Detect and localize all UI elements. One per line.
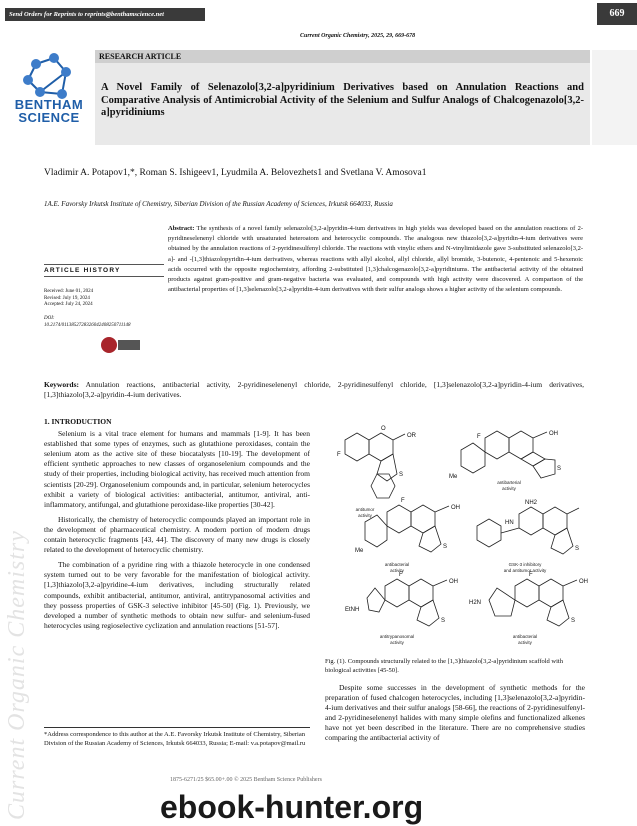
atom-label: F xyxy=(337,452,341,458)
atom-label: HN xyxy=(505,520,514,526)
atom-label: S xyxy=(557,466,562,472)
journal-citation: Current Organic Chemistry, 2025, 29, 669-678 xyxy=(300,33,416,39)
atom-label: S xyxy=(441,618,446,624)
section-heading: 1. INTRODUCTION xyxy=(44,417,112,426)
atom-label: OR xyxy=(407,433,416,439)
paragraph: Despite some successes in the development of synthetic methods for the preparation of fused chalcogen heterocycles, including [1,3]selenazolo[3,2-a]pyridin-4-ium derivatives and their sulfur analogs [58-66], the reactions of 2-pyridinesulfenyl- and 2-pyridineselenenyl halides with many simple olefins and functionalized alkenes have not yet been described in the literature. There are no comprehensive studies comparing the antibacterial activity of xyxy=(325,683,585,743)
atom-label: EtNH xyxy=(345,607,360,613)
journal-sidebar-text: Current Organic Chemistry xyxy=(4,530,30,820)
correspondence-footnote: *Address correspondence to this author at the A.E. Favorsky Irkutsk Institute of Chemistry, Siberian Division of the Russian Academy of Sciences, Irkutsk 664033, Russia; E-mail: v.a.potapov@mail.ru xyxy=(44,727,310,748)
doi-label: DOI: xyxy=(44,316,55,321)
figure-1 xyxy=(325,418,588,653)
figure-label: activity xyxy=(358,513,372,518)
paragraph: Selenium is a vital trace element for humans and mammals [1-9]. It has been established that some types of enzymes, such as glutathione peroxidases, contain the selenium atom as the active site of these biocatalysts [10-19]. The development of efficient synthetic approaches to new classes of organoselenium compounds and the study of their properties, including biological activity, has received much attention from scientists [20-29]. Organoselenium compounds and, in particular, selenium heterocycles exhibit a variety of biological activities: antibacterial, antitumor, antiviral, anti-inflammatory, antifungal, and glutathione peroxidase-like properties [30-42]. xyxy=(44,429,310,509)
atom-label: S xyxy=(575,546,580,552)
logo-text: BENTHAM SCIENCE xyxy=(14,97,84,125)
right-column xyxy=(325,683,585,744)
title-box xyxy=(95,63,590,145)
crossmark-icon[interactable] xyxy=(100,336,142,354)
figure-label: antibacterial xyxy=(384,562,410,567)
figure-label: antitrypanosomal xyxy=(379,634,415,639)
paragraph: The combination of a pyridine ring with a thiazole heterocycle in one condensed system turned out to be very favorable for the manifestation of biological activity. [1,3]thiazolo[3,2-a]pyridine-4-ium derivatives, including structurally related compounds, exhibit antibacterial, antitumor, antiviral, antitrypanosomal activities and they possess properties of GSK-3 selective inhibitor [45-50] (Fig. 1). Previously, we developed a number of synthetic methods to obtain new sulfur- and selenium-fused heterocycles using regioselective cyclization and annulation reactions [51-57]. xyxy=(44,560,310,630)
page-number: 669 xyxy=(597,3,637,25)
figure-caption: Fig. (1). Compounds structurally related to the [1,3]thiazolo[3,2-a]pyridinium scaffold with biological activities [45-50]. xyxy=(325,658,563,674)
abstract: Abstract: The synthesis of a novel family selenazolo[3,2-a]pyridin-4-ium derivatives in high yields was developed based on the annulation reactions of 2-pyridineselenenyl chloride with unsaturated heteroatom and heterocyclic compounds. The analogous new thiazolo[3,2-a]pyridin-4-ium derivatives were obtained by the annulation reactions of 2-pyridinesulfenyl chloride. The reactions with vinylic ethers and N-vinylimidazole gave 3-substituted selenazolo[3,2-a]- and -[1,3]thiazolopyridin-4-ium derivatives, whereas reactions with allyl alcohol, allyl chloride, allyl bromide, 3-butenoic, 4-pentenoic and 5-hexenoic acids occurred with the opposite regiochemistry, affording 2-substituted [1,3]chalcogenazolo[3,2-a]pyridiniums. The antibacterial activity of the obtained products against gram-positive and gram-negative bacteria was evaluated, and compounds with high activity were discovered. A comparison of the antibacterial properties of [1,3]selenazolo[3,2-a]pyridin-4-ium derivatives with their sulfur analogs shows a higher activity of the selenium compounds. xyxy=(168,225,583,294)
figure-label: antitumor xyxy=(355,507,375,512)
atom-label: Me xyxy=(355,548,364,554)
reprints-notice: Send Orders for Reprints to reprints@benthamscience.net xyxy=(5,8,205,21)
page-bottom xyxy=(0,775,637,825)
atom-label: H2N xyxy=(469,600,482,606)
atom-label: Me xyxy=(449,474,458,480)
atom-label: NH2 xyxy=(525,500,538,506)
side-box xyxy=(592,50,637,145)
figure-label: and antitumor activity xyxy=(503,568,547,573)
figure-label: antibarterial xyxy=(497,480,521,485)
article-history: Received: June 01, 2024 Revised: July 19, 2024 Accepted: July 24, 2024 xyxy=(44,289,94,307)
article-history-heading: ARTICLE HISTORY xyxy=(44,264,164,277)
article-type: RESEARCH ARTICLE xyxy=(95,50,590,63)
atom-label: F xyxy=(529,572,533,578)
figure-label: activity xyxy=(390,568,404,573)
atom-label: OH xyxy=(451,505,460,511)
atom-label: S xyxy=(399,472,404,478)
doi-link[interactable]: 10.2174/0113852728326042408250711148 xyxy=(44,323,131,328)
figure-label: GSK-3 inhibitory xyxy=(508,562,542,567)
watermark: ebook-hunter.org xyxy=(160,789,424,825)
atom-label: F xyxy=(401,498,405,504)
atom-label: F xyxy=(399,572,403,578)
keywords: Keywords: Annulation reactions, antibacterial activity, 2-pyridineselenenyl chloride, 2-pyridinesulfenyl chloride, [1,3]selenazolo[3,2-a]pyridin-4-ium derivatives, [1,3]thiazolo[3,2-a]pyridin-4-ium derivatives. xyxy=(44,380,584,399)
top-bar xyxy=(0,0,637,30)
figure-label: activity xyxy=(502,486,516,491)
figure-label: activity xyxy=(390,640,404,645)
copyright-line: 1875-6271/25 $65.00+.00 © 2025 Bentham Science Publishers xyxy=(170,777,322,783)
affiliation: 1A.E. Favorsky Irkutsk Institute of Chemistry, Siberian Division of the Russian Academy of Sciences, Irkutsk 664033, Russia xyxy=(44,200,393,208)
paragraph: Historically, the chemistry of heterocyclic compounds played an important role in the development of pharmaceutical chemistry. A modern portion of modern drugs contain heterocyclic fragments [43, 44]. The discovery of many new drugs is closely related to the development of heterocyclic chemistry. xyxy=(44,514,310,555)
atom-label: O xyxy=(381,426,386,432)
atom-label: F xyxy=(477,434,481,440)
authors: Vladimir A. Potapov1,*, Roman S. Ishigeev1, Lyudmila A. Belovezhets1 and Svetlana V. Amosova1 xyxy=(44,168,427,178)
figure-label: activity xyxy=(518,640,532,645)
introduction-column xyxy=(44,417,310,636)
figure-label: antibacterial xyxy=(512,634,538,639)
article-title: A Novel Family of Selenazolo[3,2-a]pyridinium Derivatives based on Annulation Reactions and Comparative Analysis of Antimicrobial Activity of the Selenium and Sulfur Analogs of Chalcogenazolo[3,2-a]pyridiniums xyxy=(101,82,584,118)
atom-label: OH xyxy=(579,579,588,585)
atom-label: OH xyxy=(449,579,458,585)
atom-label: S xyxy=(571,618,576,624)
atom-label: S xyxy=(443,544,448,550)
atom-label: OH xyxy=(549,431,558,437)
